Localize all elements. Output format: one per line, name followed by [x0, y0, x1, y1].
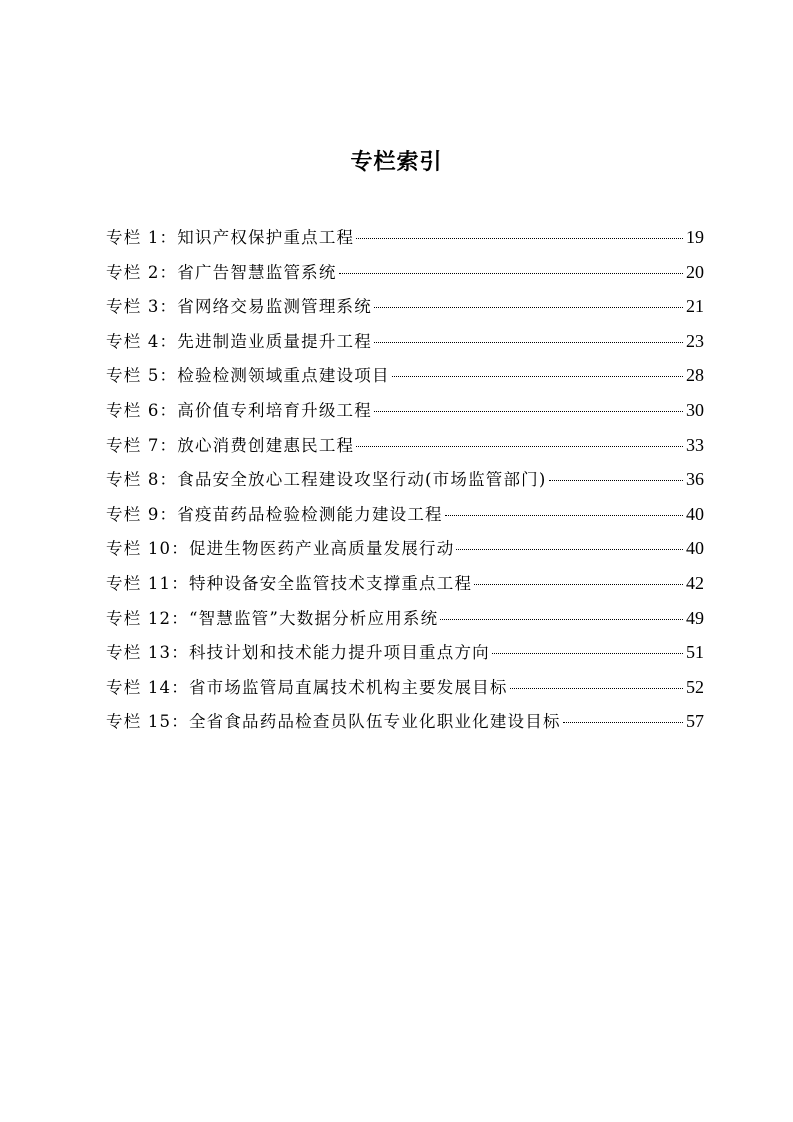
toc-page-number: 40 [686, 503, 704, 524]
toc-page-number: 51 [686, 642, 704, 663]
toc-page-number: 23 [686, 330, 704, 351]
toc-page-number: 33 [686, 434, 704, 455]
toc-page-number: 20 [686, 261, 704, 282]
toc-page-number: 30 [686, 399, 704, 420]
dot-leader [374, 342, 683, 343]
toc-entry-label: 专栏 10：促进生物医药产业高质量发展行动 [106, 539, 455, 559]
toc-page-number: 19 [686, 227, 704, 247]
toc-entry-4[interactable] [106, 324, 704, 359]
toc-entry-label: 专栏 14：省市场监管局直属技术机构主要发展目标 [106, 677, 508, 697]
dot-leader [356, 238, 683, 239]
toc-entry-label: 专栏 4：先进制造业质量提升工程 [106, 331, 372, 351]
toc-entry-label: 专栏 5：检验检测领域重点建设项目 [106, 366, 390, 386]
toc-entry-15[interactable] [106, 704, 704, 739]
dot-leader [456, 549, 683, 550]
toc-entry-13[interactable] [106, 635, 704, 670]
toc-page-number: 21 [686, 296, 704, 317]
toc-entry-7[interactable] [106, 428, 704, 463]
toc-page-number: 52 [686, 676, 704, 697]
toc-page-number: 28 [686, 365, 704, 386]
page-title: 专栏索引 [350, 149, 443, 175]
toc-entry-1[interactable] [106, 220, 704, 255]
toc-entry-label: 专栏 7：放心消费创建惠民工程 [106, 435, 355, 455]
toc-entry-10[interactable] [106, 531, 704, 566]
toc-entry-label: 专栏 11：特种设备安全监管技术支撑重点工程 [106, 573, 473, 593]
toc-entry-label: 专栏 6：高价值专利培育升级工程 [106, 400, 372, 420]
dot-leader [339, 273, 683, 274]
toc-entry-label: 专栏 9：省疫苗药品检验检测能力建设工程 [106, 504, 443, 524]
dot-leader [492, 653, 683, 654]
dot-leader [374, 307, 683, 308]
dot-leader [356, 446, 683, 447]
toc-entry-label: 专栏 12：“智慧监管”大数据分析应用系统 [106, 608, 439, 628]
toc-entry-label: 专栏 3：省网络交易监测管理系统 [106, 297, 372, 317]
toc-page-number: 42 [686, 572, 704, 593]
toc-entry-label: 专栏 13：科技计划和技术能力提升项目重点方向 [106, 643, 490, 663]
toc-entry-9[interactable] [106, 497, 704, 532]
toc-entry-label: 专栏 1：知识产权保护重点工程 [106, 228, 355, 247]
dot-leader [392, 376, 683, 377]
toc-entry-2[interactable] [106, 255, 704, 290]
dot-leader [440, 619, 683, 620]
dot-leader [474, 584, 683, 585]
toc-page-number: 57 [686, 711, 704, 732]
dot-leader [549, 480, 683, 481]
toc-page-number: 36 [686, 469, 704, 490]
toc-entry-label: 专栏 2：省广告智慧监管系统 [106, 262, 337, 282]
toc-entry-14[interactable] [106, 670, 704, 705]
toc-entry-label: 专栏 8：食品安全放心工程建设攻坚行动(市场监管部门) [106, 470, 547, 490]
toc-entry-11[interactable] [106, 566, 704, 601]
dot-leader [510, 688, 683, 689]
table-of-contents [106, 220, 704, 739]
toc-page-number: 49 [686, 607, 704, 628]
toc-entry-6[interactable] [106, 393, 704, 428]
dot-leader [563, 722, 683, 723]
toc-page-number: 40 [686, 538, 704, 559]
toc-entry-label: 专栏 15：全省食品药品检查员队伍专业化职业化建设目标 [106, 712, 561, 732]
toc-entry-5[interactable] [106, 358, 704, 393]
toc-entry-12[interactable] [106, 601, 704, 636]
toc-entry-8[interactable] [106, 462, 704, 497]
toc-entry-3[interactable] [106, 289, 704, 324]
dot-leader [445, 515, 683, 516]
dot-leader [374, 411, 683, 412]
